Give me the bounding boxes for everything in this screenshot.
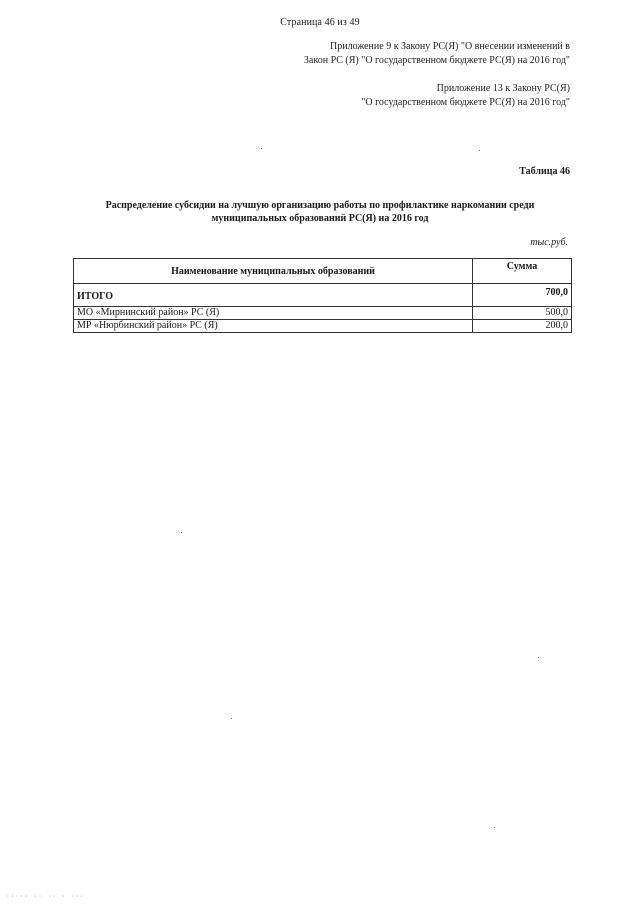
- row-sum: 500,0: [473, 307, 572, 320]
- total-name: ИТОГО: [74, 284, 473, 307]
- document-title-line-1: Распределение субсидии на лучшую организацию работы по профилактике наркомании среди: [105, 200, 535, 211]
- table-label: Таблица 46: [519, 166, 570, 177]
- units-label: тыс.руб.: [530, 237, 568, 248]
- subsidy-table: [73, 258, 572, 333]
- scan-speck: [494, 827, 495, 828]
- page-number: Страница 46 из 49: [280, 17, 360, 28]
- scan-speck: [181, 532, 182, 533]
- appendix-13-line-1: Приложение 13 к Закону РС(Я): [436, 83, 570, 94]
- row-name: МО «Мирнинский район» РС (Я): [74, 307, 473, 320]
- table-row: [74, 307, 572, 320]
- appendix-9-note: [304, 40, 570, 68]
- header-sum: Сумма: [473, 259, 572, 284]
- scan-speck: [261, 148, 262, 149]
- scan-footer-marks: ····· ·· ·· · ···: [6, 893, 85, 900]
- header-name: Наименование муниципальных образований: [74, 259, 473, 284]
- document-title-line-2: муниципальных образований РС(Я) на 2016 год: [211, 213, 429, 224]
- appendix-9-line-2: Закон РС (Я) "О государственном бюджете РС(Я) на 2016 год": [303, 55, 570, 66]
- table-header-row: [74, 259, 572, 284]
- row-name: МР «Нюрбинский район» РС (Я): [74, 320, 473, 333]
- row-sum: 200,0: [473, 320, 572, 333]
- total-row: [74, 284, 572, 307]
- scan-speck: [479, 150, 480, 151]
- document-title: [100, 199, 540, 225]
- scan-speck: [538, 657, 539, 658]
- appendix-13-line-2: "О государственном бюджете РС(Я) на 2016 год": [361, 97, 570, 108]
- scan-speck: [231, 718, 232, 719]
- appendix-9-line-1: Приложение 9 к Закону РС(Я) "О внесении изменений в: [330, 41, 570, 52]
- table-row: [74, 320, 572, 333]
- appendix-13-note: [361, 82, 570, 110]
- total-sum: 700,0: [473, 284, 572, 307]
